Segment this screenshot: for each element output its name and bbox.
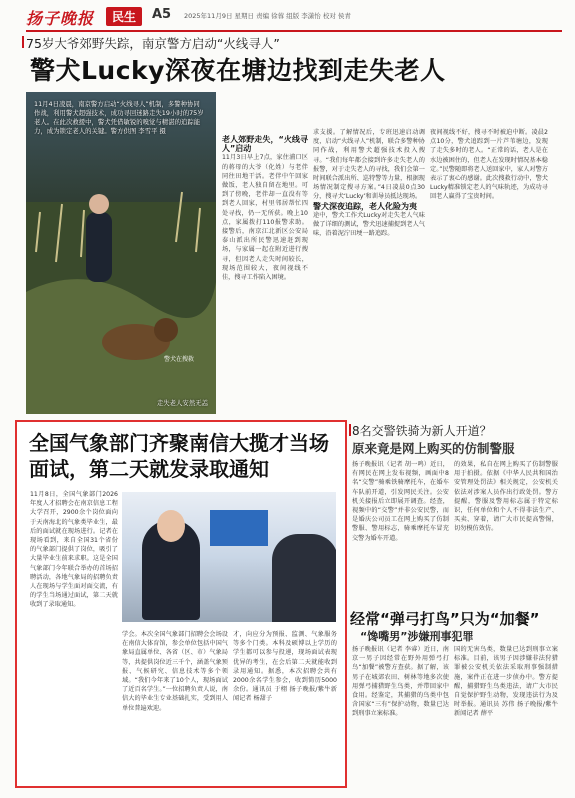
recruitment-headline: 全国气象部门齐聚南信大揽才当场面试，第二天就发录取通知 <box>29 431 329 481</box>
kicker-accent <box>22 36 24 48</box>
booth-screen <box>210 510 268 546</box>
column-subhead: 警犬深夜追踪，老人化险为夷 <box>313 201 417 211</box>
recruitment-column-3: 才，向应分为预报、监测、气象服务等多个门类。本科及硕博以上学历的学生都可以参与投递，现场面试表现优异的考生，在会后第二天就能收到录用通知。据悉，本次招聘会共有2000余名学生参会，收到简历5000余份。通讯员 于栩 扬子晚报/紫牛新闻记者 杨甜子 <box>233 631 337 703</box>
traffic-police-kicker: 8名交警铁骑为新人开道？ <box>352 424 492 438</box>
newspaper-logo: 扬子晚报 <box>26 9 95 28</box>
student-figure <box>272 534 336 622</box>
recruitment-column-2: 学会。本次全国气象部门招聘会会场设在南信大体育馆，参会单位包括中国气象局直属单位、各省（区、市）气象局等，共提供岗位近三千个，涵盖气象预报、气候研究、信息技术等多个领域。“我们今年来了10个人，现场面试了近百名学生。”一位招聘负责人说，南信大的毕业生专业基础扎实，受到用人单位普遍欢迎。 <box>122 631 228 712</box>
traffic-police-headline: 原来竟是网上购买的仿制警服 <box>352 441 515 456</box>
top-story-column-1 <box>222 135 308 410</box>
section-tag: 民生 <box>106 7 142 26</box>
photo-caption-secondary: 走失老人安然无恙 <box>156 399 208 407</box>
top-story-column-3 <box>430 128 548 410</box>
reeds-illustration <box>26 92 216 414</box>
masthead <box>26 4 562 32</box>
top-story-column-2 <box>313 128 425 410</box>
recruitment-column-1: 11月8日，全国气象部门2026年度人才招聘会在南京信息工程大学召开，2900余个岗位面向于天南海北的气象类毕业生，最后的面试就在现场进行。记者在现场看到，来自全国31个省份的气象部门提供了岗位，吸引了大量毕业生前来求职。这是全国气象部门今年联合举办的首场招聘活动，各地气象局的招聘负责人在现场与学生面对面交流，有的学生当场通过面试，第二天就收到了录取通知。 <box>30 491 118 609</box>
date-line: 2025年11月9日 星期日 责编 徐蓉 组版 李潇怡 校对 侯青 <box>184 12 351 20</box>
top-story-headline: 警犬Lucky深夜在塘边找到走失老人 <box>30 56 446 85</box>
column-text: 途中，警犬工作犬Lucky对走失老人气味做了详细的测试，警犬迅速捕捉到老人气味，沿着泥泞田埂一路追踪。 <box>313 211 425 238</box>
search-dog-photo <box>26 92 216 414</box>
top-story-kicker: 75岁大爷郊野失踪，南京警方启动“火线寻人” <box>26 36 280 51</box>
recruiter-face <box>157 510 185 542</box>
slingshot-headline: 经常“弹弓打鸟”只为“加餐” <box>350 610 540 628</box>
slingshot-column-1: 扬子晚报讯（记者 李睿）近日，南京一男子因经常在野外用弹弓打鸟“加餐”被警方查获。据了解，该男子在城郊农田、树林等地多次使用弹弓捕猎野生鸟类，并带回家中食用。经鉴定，其捕猎的鸟类中包含国家“三有”保护动物，数量已达到刑事立案标准。 <box>352 646 449 718</box>
kicker-accent <box>349 424 351 436</box>
column-text: 求支援。了解情况后，专班迅速启动调度，启动“火线寻人”机制，联合多警种协同作战，利用警犬超强技术投入搜寻。“我们每年都会接到许多走失老人的报警，对于走失老人的寻找，我们会第一时间联合派出所、巡特警等力量，根据现场情况制定搜寻方案。”4日凌晨0点30分，搜寻犬‘Lucky’和训导员抵达现场。 <box>313 129 425 201</box>
page-number: A5 <box>152 7 172 22</box>
column-subhead: 老人郊野走失，“火线寻人”启动 <box>222 135 308 154</box>
recruitment-story-box <box>15 420 347 788</box>
column-text: 11月3日早上7点，家住浦口区的蒋母的大爷（化姓）与老伴同往田地干活。老伴中午回家做饭，老人独自留在地里。可到了傍晚，老伴却一直没有等到老人回家，村里邻居帮忙四处寻找，仍一无所获。晚上10点，家属拨打110报警求助。接警后，南京江北新区公安局泰山派出所民警迅速赶到现场，与家属一起在附近进行搜寻，但因老人走失时间较长，现场范围较大，夜间视线不佳，搜寻工作陷入困境。 <box>222 154 308 282</box>
slingshot-column-2: 国的无害鸟类，数量已达到刑事立案标准。目前，该男子因涉嫌非法狩猎罪被公安机关依法采取刑事强制措施，案件正在进一步侦办中。警方提醒，捕猎野生鸟类违法，请广大市民自觉保护野生动物，发现违法行为及时举报。通讯员 苏伟 扬子晚报/紫牛新闻记者 薛平 <box>454 646 558 718</box>
column-text: 夜间视线不好，搜寻不时被迫中断。凌晨2点10分，警犬追踪到一片芦苇塘边，发现了走失多时的老人。“正常的话，老人是在水边被困住的，但老人在发现时情况基本稳定。”民警随即将老人送回家中，家人对警方表示了衷心的感谢。此次搜救行动中，警犬Lucky精准锁定老人的气味轨迹，为成功寻回老人赢得了宝贵时间。 <box>430 129 548 201</box>
job-fair-photo <box>122 492 336 622</box>
photo-label: 警犬在搜救 <box>164 356 195 363</box>
slingshot-subhead: “馋嘴男”涉嫌刑事犯罪 <box>360 630 474 643</box>
traffic-police-column-2: 的效果，私自在网上购买了仿制警服用于拍摄。依据《中华人民共和国治安管理处罚法》相关规定，公安机关依法对涉案人员作出行政处罚。警方提醒，警服及警用标志属于特定标识，任何单位和个人不得非法生产、买卖、穿着，请广大市民提高警惕，切勿模仿效仿。 <box>454 461 558 533</box>
photo-caption: 11月4日凌晨，南京警方启动“火线寻人”机制，多警种协同作战，利用警犬超强技术，成功寻回迷路走失19小时的75岁老人。在此次救援中，警犬凭借敏锐的嗅觉与精湛的追踪能力，成为锁定老人的关键。警方供图 李雪平 摄 <box>34 100 204 135</box>
traffic-police-column-1: 扬子晚报讯（记者 胡一鸣）近日，有网民在网上发布视频，画面中8名“交警”骑乘铁骑摩托车，在婚车车队前开道，引发网民关注。公安机关接报后立即展开调查。经查，视频中的“交警”并非公安民警，而是婚庆公司员工在网上购买了仿制警服、警用标志，骑乘摩托车冒充交警为婚车开道。 <box>352 461 449 542</box>
